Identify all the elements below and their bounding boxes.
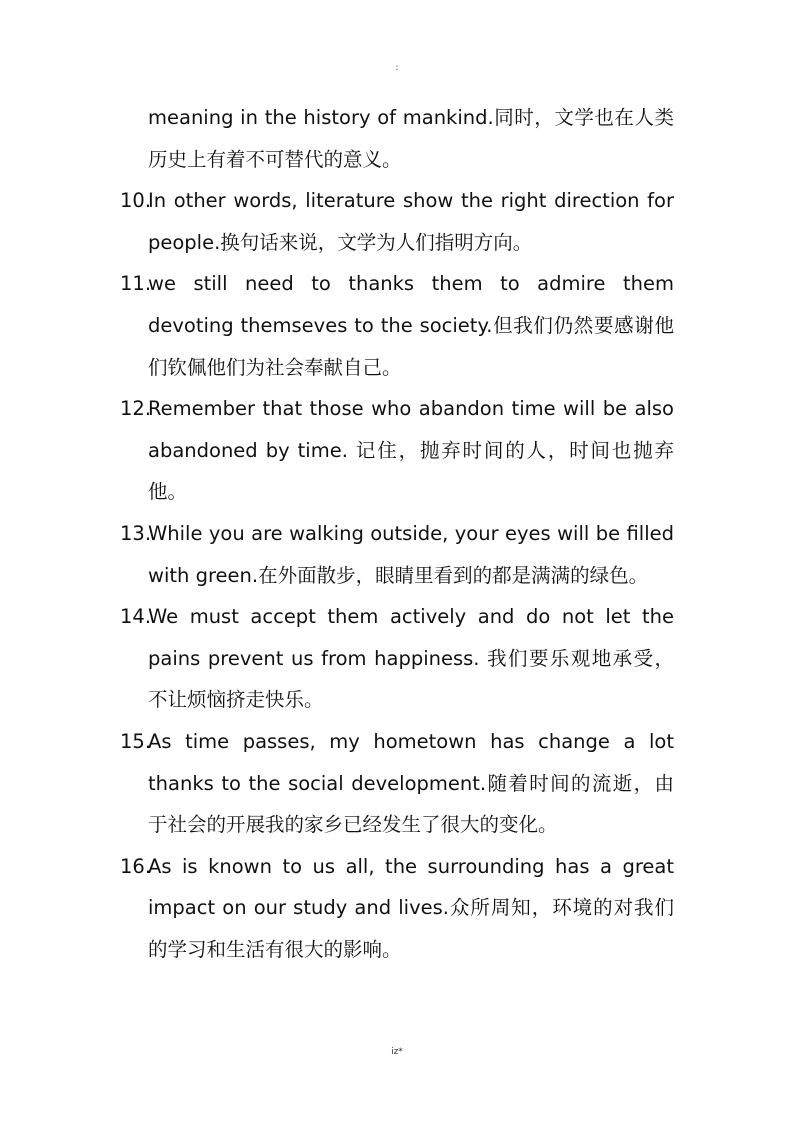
entry-text: As time passes, my hometown has change a lot thanks to the social development.随着时间的流逝，由于社会的开展我的家乡已经发生了很大的变化。: [148, 729, 674, 837]
list-item: [120, 721, 674, 846]
entry-number: 12.: [120, 397, 152, 421]
entry-text: We must accept them actively and do not let the pains prevent us from happiness. 我们要乐观地承受，不让烦恼挤走快乐。: [148, 605, 674, 712]
list-item: [120, 97, 674, 180]
list-item: [120, 596, 674, 721]
list-item: [120, 263, 674, 388]
list-item: [120, 388, 674, 513]
list-item: [120, 180, 674, 263]
footer-mark: iz*: [391, 1047, 403, 1057]
list-item: [120, 513, 674, 596]
entry-number: 16.: [120, 854, 152, 878]
entry-text: meaning in the history of mankind.同时，文学也在人类历史上有着不可替代的意义。: [148, 106, 674, 171]
entry-text: we still need to thanks them to admire them devoting themseves to the society.但我们仍然要感谢他们钦佩他们为社会奉献自己。: [148, 272, 674, 379]
entry-number: 15.: [120, 729, 152, 753]
entry-text: Remember that those who abandon time will be also abandoned by time. 记住，抛弃时间的人，时间也抛弃他。: [148, 397, 674, 504]
header-mark: :: [395, 63, 399, 73]
list-item: [120, 846, 674, 971]
entry-number: 14.: [120, 605, 152, 629]
entry-text: In other words, literature show the right direction for people.换句话来说，文学为人们指明方向。: [148, 189, 674, 254]
entry-number: 13.: [120, 521, 152, 545]
entry-text: As is known to us all, the surrounding has a great impact on our study and lives.众所周知，环境的对我们的学习和生活有很大的影响。: [148, 854, 674, 961]
sentence-list: [120, 97, 674, 970]
entry-text: While you are walking outside, your eyes will be filled with green.在外面散步，眼睛里看到的都是满满的绿色。: [148, 521, 674, 587]
entry-number: 10.: [120, 189, 152, 213]
entry-number: 11.: [120, 272, 152, 296]
